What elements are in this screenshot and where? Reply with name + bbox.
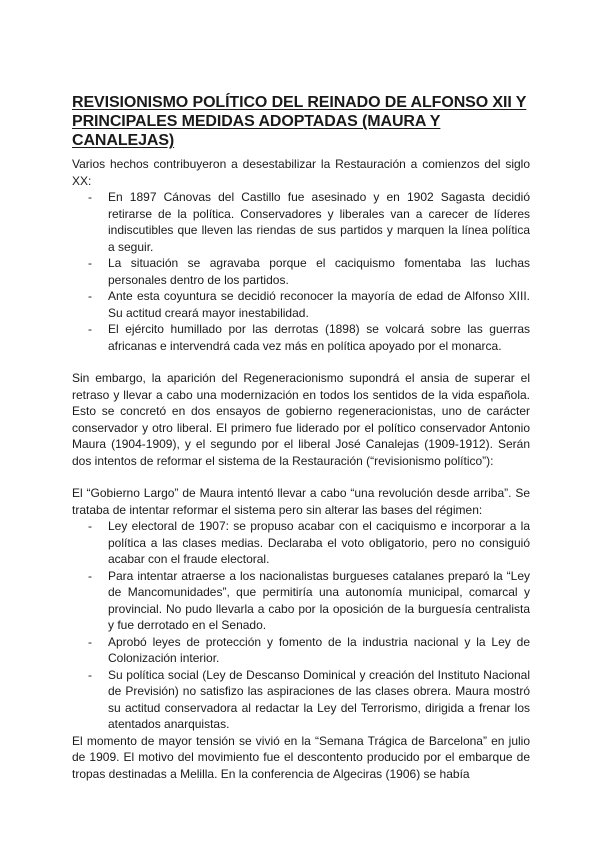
bullet-dash: - xyxy=(88,568,92,583)
list-item-text: El ejército humillado por las derrotas (1898) se volcará sobre las guerras africanas e intervendrá cada vez más en política apoyado por el monarca. xyxy=(108,322,530,353)
section1-intro: Varios hechos contribuyeron a desestabilizar la Restauración a comienzos del siglo XX: xyxy=(72,157,530,188)
list-item xyxy=(72,518,530,568)
bullet-dash: - xyxy=(88,634,92,649)
list-item xyxy=(72,667,530,733)
bullet-dash: - xyxy=(88,190,92,204)
section3-intro: El “Gobierno Largo” de Maura intentó llevar a cabo “una revolución desde arriba”. Se trataba de intentar reformar el sistema pero sin alterar las bases del régimen: xyxy=(72,486,530,517)
list-item xyxy=(72,288,530,321)
document-body xyxy=(72,93,530,782)
section3-list xyxy=(72,518,530,733)
list-item xyxy=(72,634,530,667)
list-item-text: Ley electoral de 1907: se propuso acabar con el caciquismo e incorporar a la política a las clases medias. Declaraba el voto obligatorio, pero no consiguió acabar con el fraude electoral. xyxy=(108,519,530,566)
section1-list xyxy=(72,189,530,354)
list-item-text: Ante esta coyuntura se decidió reconocer la mayoría de edad de Alfonso XIII. Su actitud creará mayor inestabilidad. xyxy=(108,289,530,320)
bullet-dash: - xyxy=(88,256,92,270)
bullet-dash: - xyxy=(88,289,92,303)
list-item-text: La situación se agravaba porque el caciquismo fomentaba las luchas personales dentro de los partidos. xyxy=(108,256,530,287)
paragraph-gap xyxy=(72,354,530,370)
list-item xyxy=(72,255,530,288)
bullet-dash: - xyxy=(88,519,92,533)
section3-closing: El momento de mayor tensión se vivió en la “Semana Trágica de Barcelona” en julio de 1909. El motivo del movimiento fue el descontento producido por el embarque de tropas destinadas a Melilla. En la conferencia de Algeciras (1906) se había xyxy=(72,733,530,781)
list-item-text: Su política social (Ley de Descanso Dominical y creación del Instituto Nacional de Previsión) no satisfizo las aspiraciones de las clases obrera. Maura mostró su actitud conservadora al redactar la Ley del Terrorismo, dirigida a frenar los atentados anarquistas. xyxy=(108,667,530,731)
bullet-dash: - xyxy=(88,667,92,682)
bullet-dash: - xyxy=(88,322,92,336)
list-item xyxy=(72,189,530,255)
list-item-text: Aprobó leyes de protección y fomento de la industria nacional y la Ley de Colonización interior. xyxy=(108,634,530,665)
document-title: REVISIONISMO POLÍTICO DEL REINADO DE ALFONSO XII Y PRINCIPALES MEDIDAS ADOPTADAS (MAURA Y CANALEJAS) xyxy=(72,94,527,149)
list-item xyxy=(72,568,530,634)
paragraph-gap xyxy=(72,469,530,485)
list-item-text: En 1897 Cánovas del Castillo fue asesinado y en 1902 Sagasta decidió retirarse de la política. Conservadores y liberales van a carecer de líderes indiscutibles que lleven las riendas de sus partidos y marquen la línea política a seguir. xyxy=(108,190,530,254)
list-item-text: Para intentar atraerse a los nacionalistas burgueses catalanes preparó la “Ley de Mancomunidades”, que permitiría una autonomía municipal, comarcal y provincial. No pudo llevarla a cabo por la oposición de la burguesía centralista y fue derrotado en el Senado. xyxy=(108,568,530,632)
section2-paragraph: Sin embargo, la aparición del Regeneracionismo supondrá el ansia de superar el retraso y llevar a cabo una modernización en todos los sentidos de la vida española. Esto se concretó en dos ensayos de gobierno regeneracionistas, uno de carácter conservador y otro liberal. El primero fue liderado por el político conservador Antonio Maura (1904-1909), y el segundo por el liberal José Canalejas (1909-1912). Serán dos intentos de reformar el sistema de la Restauración (“revisionismo político”): xyxy=(72,371,530,468)
list-item xyxy=(72,321,530,354)
